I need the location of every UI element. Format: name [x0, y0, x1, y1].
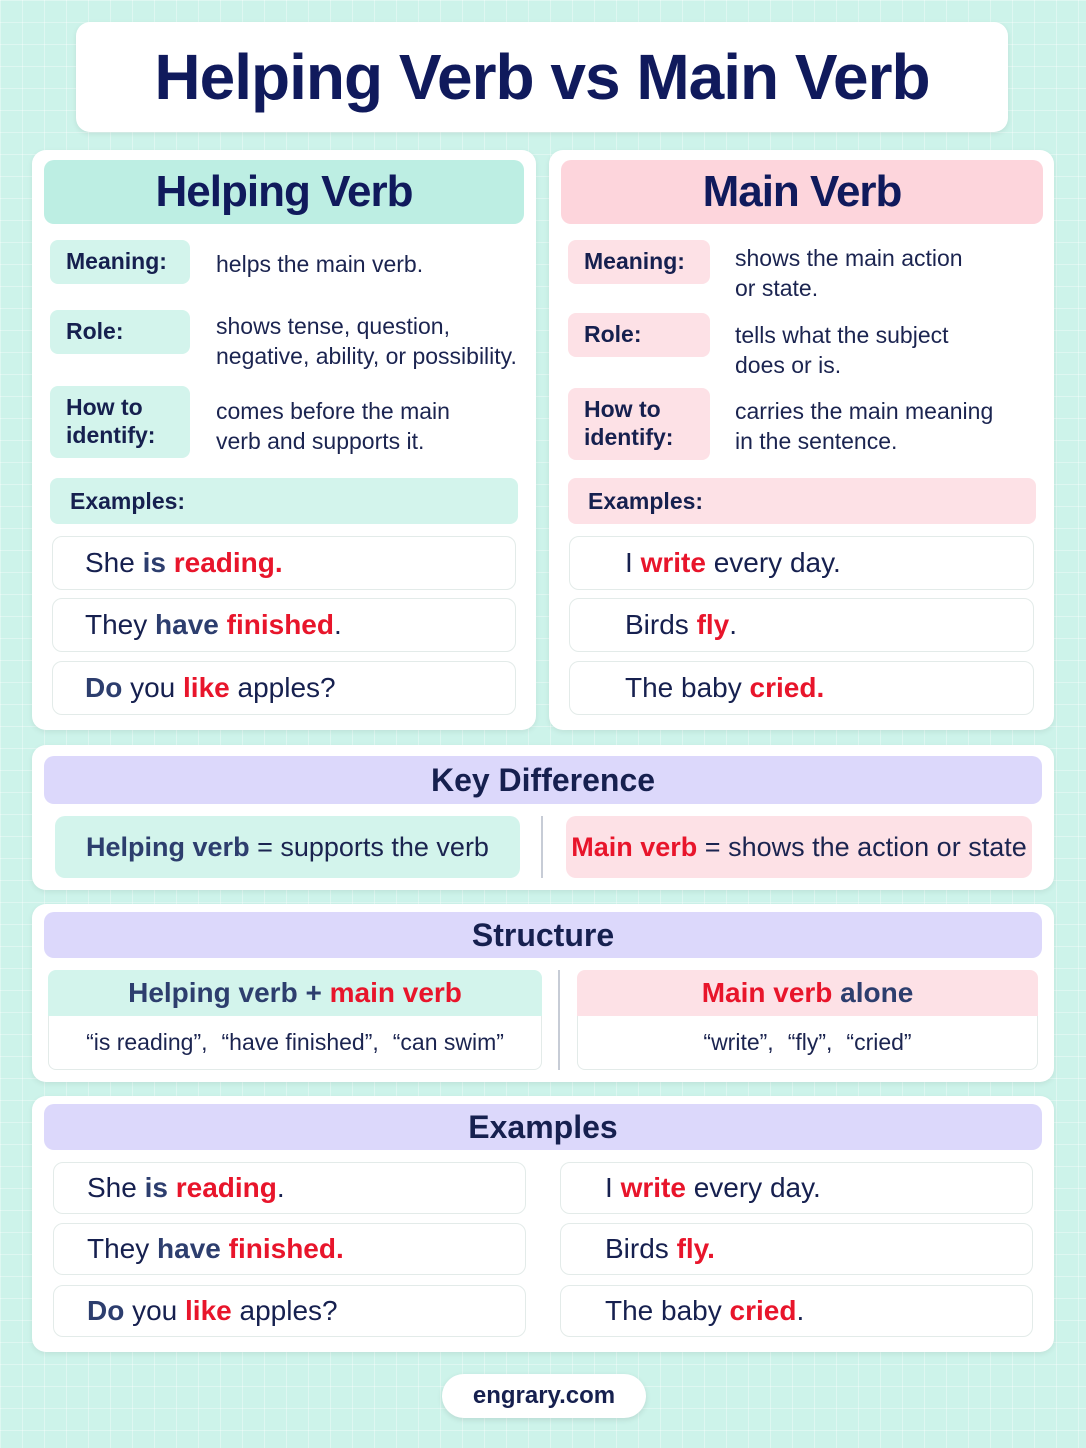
main-role-text: tells what the subject does or is. [735, 322, 949, 378]
sentence-text [168, 1172, 176, 1203]
page-title: Helping Verb vs Main Verb [154, 41, 930, 113]
main-verb-word: cried. [749, 672, 825, 703]
helping-identify-label: How to identify: [50, 386, 190, 458]
kd-helping-term: Helping verb [86, 831, 250, 862]
sentence-text: you [122, 672, 184, 703]
structure-helping-items [48, 1016, 542, 1070]
title-box [76, 22, 1008, 132]
sentence-text: every day. [705, 547, 841, 578]
main-verb-word: like [183, 672, 230, 703]
helping-verb-word: is [144, 1172, 168, 1203]
main-verb-word: reading. [173, 547, 283, 578]
main-verb-word: like [185, 1295, 232, 1326]
sentence-text: . [796, 1295, 805, 1326]
main-verb-word: write [620, 1172, 686, 1203]
main-meaning-text: shows the main action or state. [735, 245, 963, 301]
helping-verb-word: + [297, 977, 330, 1008]
examples-left-1 [53, 1162, 526, 1214]
sentence-text: She [87, 1172, 145, 1203]
helping-meaning-text: helps the main verb. [216, 251, 424, 277]
structure-divider [558, 970, 560, 1070]
helping-verb-word: alone [832, 977, 914, 1008]
main-identify-label: How to identify: [568, 388, 710, 460]
main-example-1 [569, 536, 1034, 590]
main-verb-word: Main verb [701, 977, 833, 1008]
sentence-text: Birds [625, 609, 697, 640]
site-link[interactable]: engrary.com [442, 1374, 646, 1418]
helping-example-3 [52, 661, 516, 715]
helping-verb-word: have [157, 1233, 221, 1264]
main-role-label: Role: [568, 313, 710, 357]
helping-role-label: Role: [50, 310, 190, 354]
helping-verb-word: have [155, 609, 219, 640]
structure-item: “have finished”, [221, 1029, 379, 1055]
helping-identify-text: comes before the main verb and supports it. [216, 398, 450, 454]
key-difference-heading: Key Difference [44, 756, 1042, 804]
helping-verb-word: Do [85, 672, 123, 703]
sentence-text: She [85, 547, 143, 578]
helping-examples-label: Examples: [50, 478, 518, 524]
examples-left-3 [53, 1285, 526, 1337]
main-example-3 [569, 661, 1034, 715]
kd-main-term: Main verb [571, 831, 698, 862]
sentence-text: Birds [605, 1233, 677, 1264]
structure-item: “fly”, [787, 1029, 833, 1055]
structure-heading: Structure [44, 912, 1042, 958]
main-examples-label: Examples: [568, 478, 1036, 524]
main-example-2 [569, 598, 1034, 652]
helping-meaning-label: Meaning: [50, 240, 190, 284]
main-meaning-label: Meaning: [568, 240, 710, 284]
sentence-text [221, 1233, 229, 1264]
kd-divider [541, 816, 543, 878]
main-verb-word: reading [175, 1172, 277, 1203]
helping-example-1 [52, 536, 516, 590]
helping-verb-word: Do [87, 1295, 125, 1326]
main-verb-heading: Main Verb [561, 160, 1043, 224]
sentence-text [166, 547, 174, 578]
sentence-text: . [333, 609, 342, 640]
structure-main-head [577, 970, 1038, 1016]
structure-main-items [577, 1016, 1038, 1070]
helping-role-text: shows tense, question, negative, ability, or possibility. [216, 313, 517, 369]
examples-right-2 [560, 1223, 1033, 1275]
sentence-text: . [276, 1172, 285, 1203]
sentence-text: apples? [229, 672, 336, 703]
sentence-text: every day. [685, 1172, 821, 1203]
sentence-text: The baby [625, 672, 750, 703]
structure-item: “write”, [703, 1029, 774, 1055]
kd-main-rest: = shows the action or state [697, 831, 1027, 862]
main-verb-word: fly [696, 609, 730, 640]
helping-verb-word: Helping verb [128, 977, 298, 1008]
helping-verb-word: is [142, 547, 166, 578]
examples-heading: Examples [44, 1104, 1042, 1150]
examples-left-2 [53, 1223, 526, 1275]
sentence-text: They [85, 609, 156, 640]
sentence-text: . [729, 609, 738, 640]
examples-right-1 [560, 1162, 1033, 1214]
sentence-text: The baby [605, 1295, 730, 1326]
structure-item: “can swim” [392, 1029, 504, 1055]
sentence-text: you [124, 1295, 186, 1326]
main-verb-word: finished. [228, 1233, 344, 1264]
helping-verb-heading: Helping Verb [44, 160, 524, 224]
key-difference-helping [55, 816, 520, 878]
sentence-text: I [625, 547, 641, 578]
main-identify-text: carries the main meaning in the sentence. [735, 398, 994, 454]
main-verb-word: write [640, 547, 706, 578]
structure-item: “is reading”, [86, 1029, 208, 1055]
key-difference-main [566, 816, 1032, 878]
examples-right-3 [560, 1285, 1033, 1337]
structure-helping-head [48, 970, 542, 1016]
main-verb-word: fly. [676, 1233, 715, 1264]
main-verb-word: cried [729, 1295, 797, 1326]
sentence-text: They [87, 1233, 158, 1264]
sentence-text: I [605, 1172, 621, 1203]
kd-helping-rest: = supports the verb [249, 831, 489, 862]
main-verb-word: finished [226, 609, 334, 640]
helping-example-2 [52, 598, 516, 652]
sentence-text: apples? [231, 1295, 338, 1326]
sentence-text [219, 609, 227, 640]
main-verb-word: main verb [329, 977, 462, 1008]
structure-item: “cried” [846, 1029, 912, 1055]
